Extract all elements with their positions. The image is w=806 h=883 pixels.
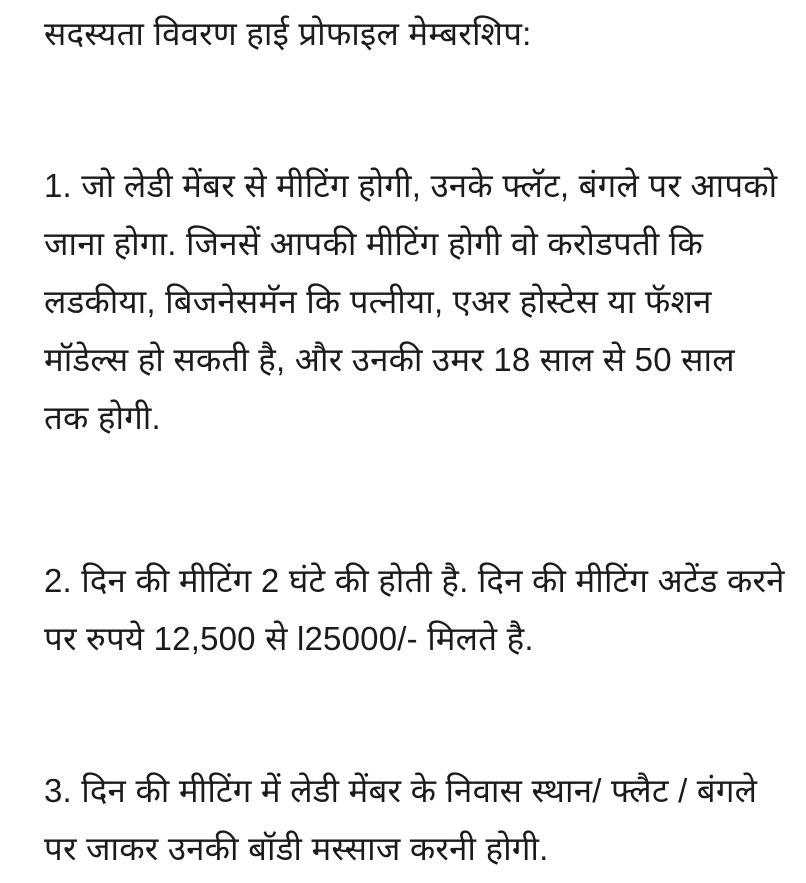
paragraph-3-line-2: पर जाकर उनकी बॉडी मस्साज करनी होगी. — [44, 830, 549, 867]
paragraph-1-line-1: 1. जो लेडी मेंबर से मीटिंग होगी, उनके फ्लॅट, बंगले पर आपको — [44, 167, 778, 204]
paragraph-1-line-5: तक होगी. — [44, 399, 161, 436]
paragraph-2-line-2: पर रुपये 12,500 से l25000/- मिलते है. — [44, 620, 534, 657]
paragraph-2-line-1: 2. दिन की मीटिंग 2 घंटे की होती है. दिन की मीटिंग अटेंड करने — [44, 562, 785, 599]
paragraph-1-line-4: मॉडेल्स हो सकती है, और उनकी उमर 18 साल से 50 साल — [44, 341, 735, 378]
paragraph-1 — [44, 157, 778, 447]
document-title: सदस्यता विवरण हाई प्रोफाइल मेम्बरशिप: — [44, 15, 532, 52]
paragraph-2 — [44, 552, 785, 668]
paragraph-3 — [44, 762, 778, 878]
paragraph-1-line-3: लडकीया, बिजनेसमॅन कि पत्नीया, एअर होस्टेस या फॅशन — [44, 283, 712, 320]
paragraph-1-line-2: जाना होगा. जिनसें आपकी मीटिंग होगी वो करोडपती कि — [44, 225, 703, 262]
paragraph-3-line-1: 3. दिन की मीटिंग में लेडी मेंबर के निवास स्थान/ फ्लैट / बंगले — [44, 772, 758, 809]
